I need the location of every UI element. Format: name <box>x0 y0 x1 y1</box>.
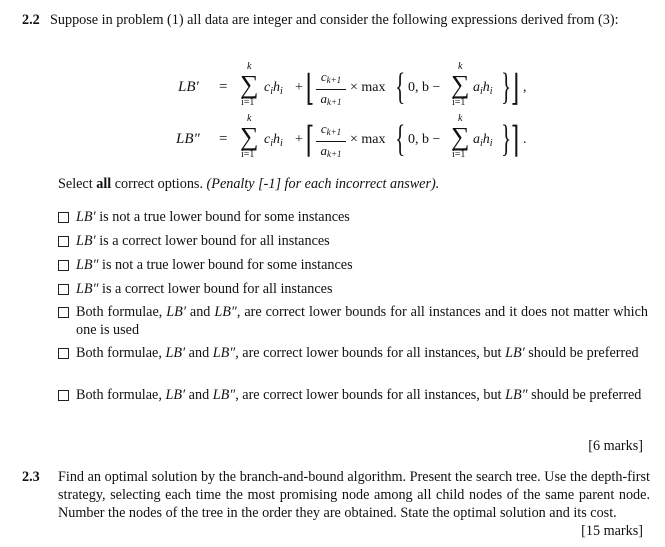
option-7[interactable]: Both formulae, LB′ and LB″, are correct lower bounds for all instances, but LB″ should be preferred <box>58 386 648 404</box>
period: . <box>523 132 527 147</box>
ceil-bracket-right: ⌉ <box>510 120 520 160</box>
ceil-bracket-left: ⌈ <box>305 120 315 160</box>
sum-upper-limit: k <box>458 113 463 124</box>
brace-right: } <box>501 66 512 108</box>
brace-left: { <box>395 118 406 160</box>
floor-bracket-left: ⌊ <box>305 68 315 108</box>
checkbox[interactable] <box>58 348 69 359</box>
option-4[interactable]: LB″ is a correct lower bound for all instances <box>58 280 648 298</box>
sum-upper-limit: k <box>458 61 463 72</box>
formula-lb-double-prime <box>0 112 665 172</box>
option-5[interactable]: Both formulae, LB′ and LB″, are correct lower bounds for all instances and it does not matter which one is used <box>58 303 648 339</box>
sum-symbol: ∑ <box>451 122 470 151</box>
sum-term-a: $a_ih_i$ <box>473 132 493 149</box>
sum-symbol: ∑ <box>240 122 259 151</box>
equals-sign: = <box>219 79 228 95</box>
checkbox[interactable] <box>58 307 69 318</box>
brace-left: { <box>395 66 406 108</box>
floor-bracket-right: ⌋ <box>510 68 520 108</box>
sum-term: $c_ih_i$ <box>264 80 283 97</box>
option-6[interactable]: Both formulae, LB′ and LB″, are correct lower bounds for all instances, but LB′ should be preferred <box>58 344 648 362</box>
instructions: Select all correct options. (Penalty [-1] for each incorrect answer). <box>58 176 440 192</box>
sum-symbol: ∑ <box>451 70 470 99</box>
marks-2-3: [15 marks] <box>581 523 643 539</box>
fraction: $c_{k+1}$ $a_{k+1}$ <box>316 122 346 161</box>
fraction: $c_{k+1}$ $a_{k+1}$ <box>316 70 346 109</box>
zero-b-minus: 0, b − <box>408 80 441 95</box>
formula-lb-prime <box>0 60 665 120</box>
zero-b-minus: 0, b − <box>408 132 441 147</box>
question-number: 2.3 <box>22 469 40 485</box>
emphasis-all: all <box>96 176 112 192</box>
checkbox[interactable] <box>58 212 69 223</box>
times-max: × max <box>350 80 386 95</box>
equals-sign: = <box>219 131 228 147</box>
sum-upper-limit: k <box>247 61 252 72</box>
checkbox[interactable] <box>58 284 69 295</box>
option-1[interactable]: LB′ is not a true lower bound for some instances <box>58 208 648 226</box>
sum-lower-limit: i=1 <box>241 149 255 160</box>
formula-lhs: LB′ <box>178 79 199 95</box>
marks-2-2: [6 marks] <box>588 438 643 454</box>
plus-sign: + <box>295 132 303 147</box>
times-max: × max <box>350 132 386 147</box>
question-2-3 <box>22 468 650 522</box>
penalty-note: (Penalty [-1] for each incorrect answer). <box>206 176 440 192</box>
question-2-2 <box>22 11 650 29</box>
question-text: Find an optimal solution by the branch-and-bound algorithm. Present the search tree. Use the depth-first strategy, selecting each time the most promising node among all child nodes of the same parent node. Number the nodes of the tree in the order they are obtained. State the optimal solution and its cost. <box>58 469 650 521</box>
comma: , <box>523 80 527 95</box>
sum-term: $c_ih_i$ <box>264 132 283 149</box>
plus-sign: + <box>295 80 303 95</box>
sum-symbol: ∑ <box>240 70 259 99</box>
sum-lower-limit: i=1 <box>452 149 466 160</box>
sum-upper-limit: k <box>247 113 252 124</box>
sum-term-a: $a_ih_i$ <box>473 80 493 97</box>
question-text: Suppose in problem (1) all data are integer and consider the following expressions derived from (3): <box>50 12 619 28</box>
checkbox[interactable] <box>58 260 69 271</box>
formula-lhs: LB″ <box>176 131 200 147</box>
question-number: 2.2 <box>22 12 40 28</box>
option-3[interactable]: LB″ is not a true lower bound for some instances <box>58 256 648 274</box>
brace-right: } <box>501 118 512 160</box>
sum-lower-limit: i=1 <box>241 97 255 108</box>
checkbox[interactable] <box>58 236 69 247</box>
sum-lower-limit: i=1 <box>452 97 466 108</box>
checkbox[interactable] <box>58 390 69 401</box>
option-2[interactable]: LB′ is a correct lower bound for all instances <box>58 232 648 250</box>
